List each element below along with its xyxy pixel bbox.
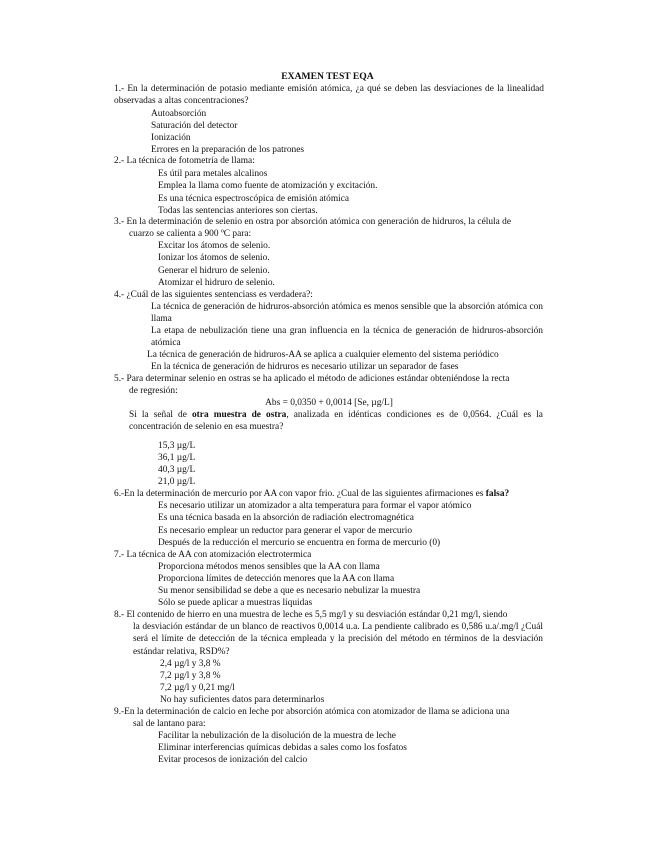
question-8-stem-line1: 8.- El contenido de hierro en una muestra de leche es 5,5 mg/l y su desviación estándar 0,21 mg/l, siendo bbox=[114, 610, 508, 620]
q3-option-a: Excitar los átomos de selenio. bbox=[158, 241, 271, 251]
q5-option-c: 40,3 µg/L bbox=[158, 465, 196, 475]
question-2-stem: 2.- La técnica de fotometría de llama: bbox=[114, 156, 255, 166]
q4-option-c: La técnica de generación de hidruros-AA se aplica a cualquier elemento del sistema periódico bbox=[147, 350, 499, 360]
q5-option-b: 36,1 µg/L bbox=[158, 453, 196, 463]
q5-option-a: 15,3 µg/L bbox=[158, 441, 196, 451]
q6-option-b: Es una técnica basada en la absorción de radiación electromagnética bbox=[158, 513, 414, 523]
q6-option-c: Es necesario emplear un reductor para generar el vapor de mercurio bbox=[158, 526, 413, 536]
q4-option-a: La técnica de generación de hidruros-absorción atómica es menos sensible que la absorción atómica con llama bbox=[151, 302, 543, 325]
question-8-stem-rest: la desviación estándar de un blanco de reactivos 0,0014 u.a. La pendiente calibrado es 0,586 u.a/.mg/l ¿Cuál será el límite de detección de la técnica empleada y la precisión del método en términos de la desviación estándar relativa, RSD%? bbox=[133, 622, 543, 657]
question-5-stem-line2: de regresión: bbox=[129, 386, 178, 396]
question-7-stem: 7.- La técnica de AA con atomización electrotermica bbox=[114, 550, 312, 560]
page-title: EXAMEN TEST EQA bbox=[281, 71, 374, 82]
q9-option-c: Evitar procesos de ionización del calcio bbox=[158, 755, 308, 765]
q9-option-a: Facilitar la nebulización de la disolución de la muestra de leche bbox=[158, 731, 396, 741]
q5-followup-pre: Si la señal de bbox=[129, 410, 192, 420]
q8-option-b: 7,2 µg/l y 3,8 % bbox=[160, 671, 221, 681]
q3-option-d: Atomizar el hidruro de selenio. bbox=[158, 278, 275, 288]
q2-option-d: Todas las sentencias anteriores son ciertas. bbox=[158, 206, 318, 216]
question-9-stem-line1: 9.-En la determinación de calcio en leche por absorción atómica con atomizador de llama se adiciona una bbox=[114, 707, 510, 717]
q5-followup-post: , analizada en idénticas condiciones es de 0,0564. ¿Cuál es la concentración de selenio en esa muestra? bbox=[129, 410, 543, 433]
q7-option-b: Proporciona límites de detección menores que la AA con llama bbox=[158, 574, 395, 584]
q4-option-d: En la técnica de generación de hidruros es necesario utilizar un separador de fases bbox=[151, 362, 459, 372]
q8-option-d: No hay suficientes datos para determinarlos bbox=[160, 695, 325, 705]
question-4-stem: 4.- ¿Cuál de las siguientes sentenciass es verdadera?: bbox=[114, 290, 313, 300]
q7-option-d: Sólo se puede aplicar a muestras líquidas bbox=[158, 598, 313, 608]
question-5-stem-line1: 5.- Para determinar selenio en ostras se ha aplicado el método de adiciones estándar obteniéndose la recta bbox=[114, 374, 510, 384]
q2-option-c: Es una técnica espectroscópica de emisión atómica bbox=[158, 194, 350, 204]
q1-option-d: Errores en la preparación de los patrones bbox=[151, 145, 305, 155]
question-9-stem-line2: sal de lantano para: bbox=[133, 719, 206, 729]
q3-option-b: Ionizar los átomos de selenio. bbox=[158, 253, 270, 263]
q7-option-c: Su menor sensibilidad se debe a que es necesario nebulizar la muestra bbox=[158, 586, 421, 596]
question-3-stem-line1: 3.- En la determinación de selenio en ostra por absorción atómica con generación de hidruros, la célula de bbox=[114, 217, 511, 227]
q6-stem-text: 6.-En la determinación de mercurio por AA con vapor frio. ¿Cual de las siguientes afirmaciones es bbox=[114, 489, 486, 499]
q8-option-c: 7,2 µg/l y 0,21 mg/l bbox=[160, 683, 235, 693]
q2-option-a: Es útil para metales alcalinos bbox=[158, 169, 268, 179]
q2-option-b: Emplea la llama como fuente de atomización y excitación. bbox=[158, 181, 378, 191]
q7-option-a: Proporciona métodos menos sensibles que la AA con llama bbox=[158, 562, 380, 572]
q1-option-b: Saturación del detector bbox=[151, 121, 238, 131]
q9-option-b: Eliminar interferencias químicas debidas a sales como los fosfatos bbox=[158, 743, 407, 753]
q6-stem-bold: falsa? bbox=[485, 489, 510, 499]
q6-option-a: Es necesario utilizar un atomizador a alta temperatura para formar el vapor atómico bbox=[158, 501, 472, 511]
q8-option-a: 2,4 µg/l y 3,8 % bbox=[160, 659, 221, 669]
q1-option-c: Ionización bbox=[151, 133, 191, 143]
question-3-stem-line2: cuarzo se calienta a 900 ºC para: bbox=[129, 229, 252, 239]
q5-option-d: 21,0 µg/L bbox=[158, 477, 196, 487]
q3-option-c: Generar el hidruro de selenio. bbox=[158, 266, 270, 276]
q4-option-b: La etapa de nebulización tiene una gran influencia en la técnica de generación de hidruros-absorción atómica bbox=[151, 326, 543, 349]
question-6-stem bbox=[114, 488, 509, 500]
q5-followup-bold: otra muestra de ostra bbox=[191, 410, 287, 420]
q6-option-d: Después de la reducción el mercurio se encuentra en forma de mercurio (0) bbox=[158, 538, 441, 548]
regression-equation: Abs = 0,0350 + 0,0014 [Se, µg/L] bbox=[265, 398, 393, 408]
question-1-stem: 1.- En la determinación de potasio mediante emisión atómica, ¿a qué se deben las desviaciones de la linealidad observadas a altas concentraciones? bbox=[114, 84, 544, 107]
q1-option-a: Autoabsorción bbox=[151, 109, 207, 119]
question-5-followup bbox=[129, 409, 543, 434]
